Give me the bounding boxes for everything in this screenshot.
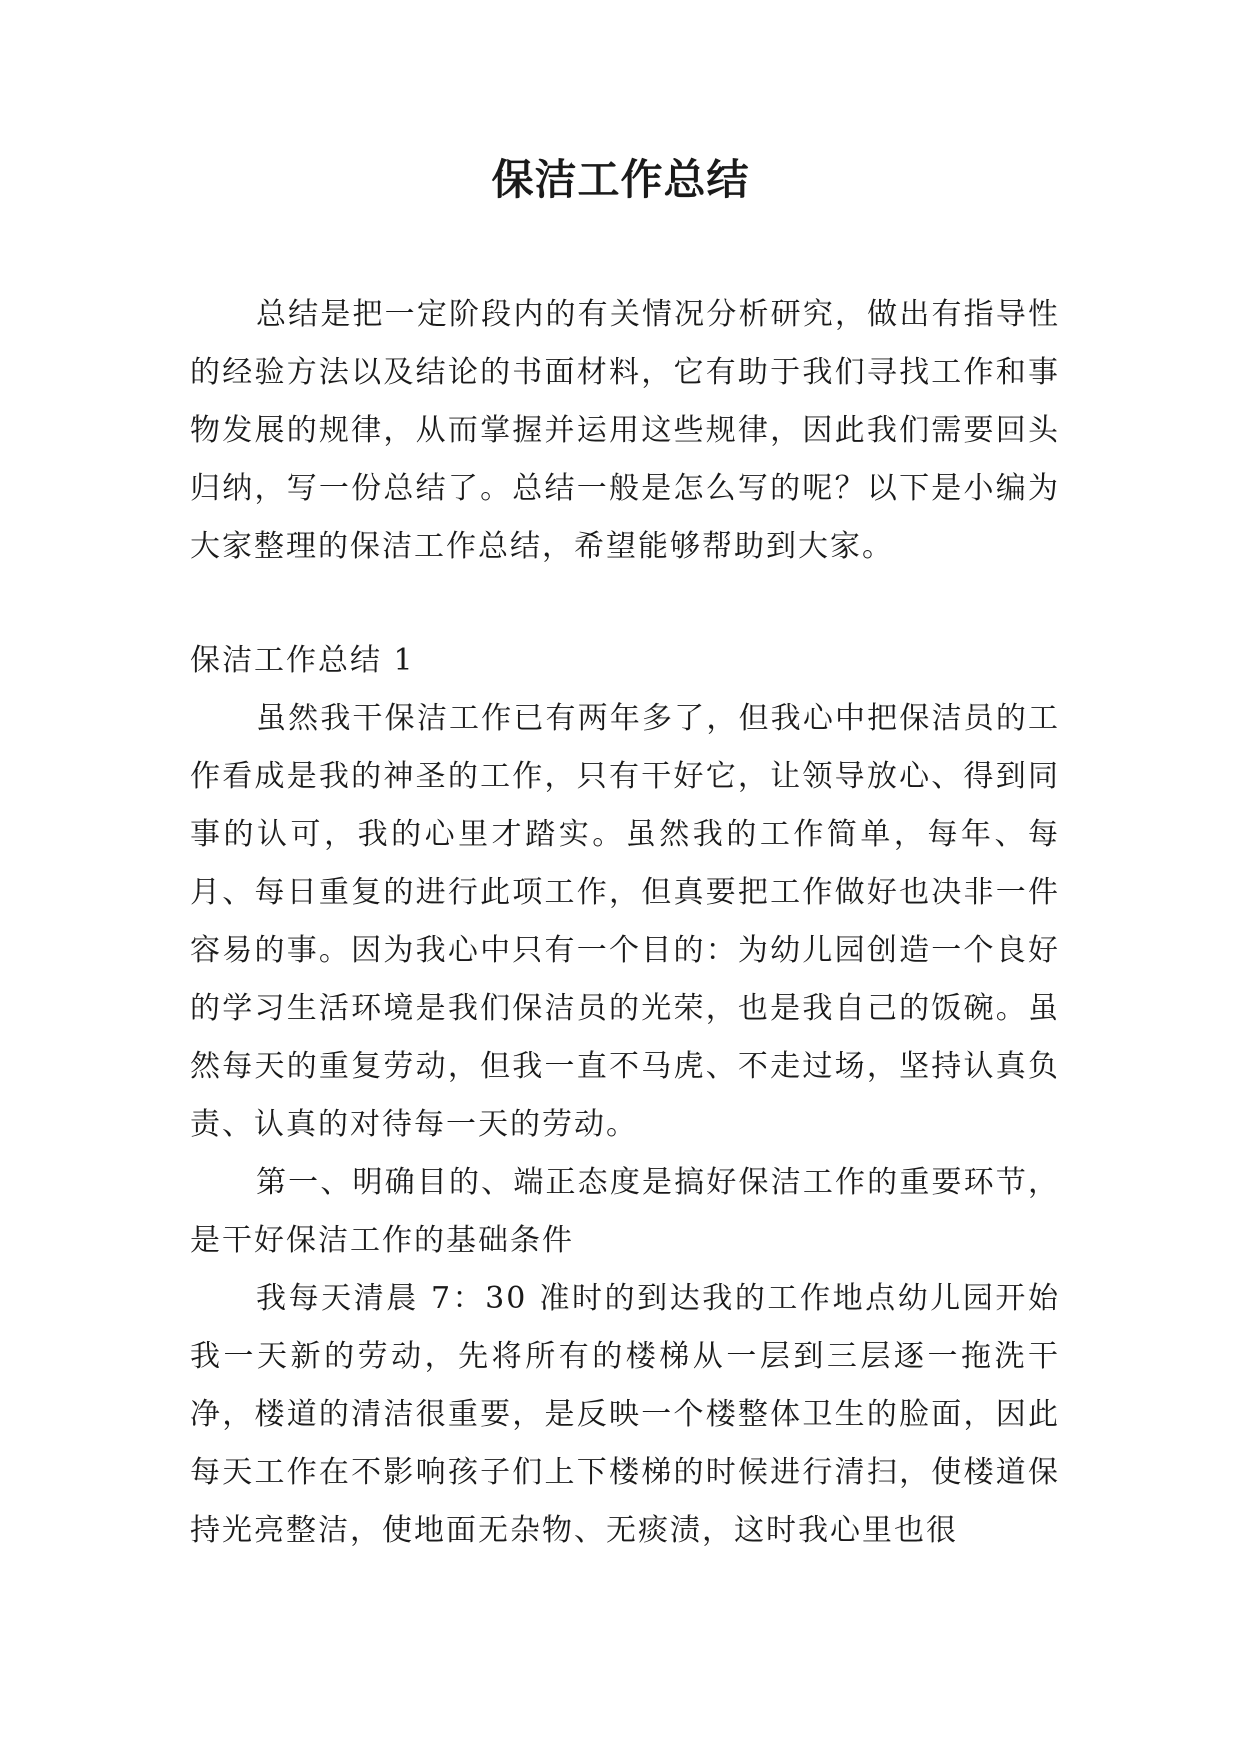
body-paragraph-2: 第一、明确目的、端正态度是搞好保洁工作的重要环节，是干好保洁工作的基础条件: [190, 1165, 1060, 1258]
body-paragraph-3: 我每天清晨 7：30 准时的到达我的工作地点幼儿园开始我一天新的劳动，先将所有的楼梯从一层到三层逐一拖洗干净，楼道的清洁很重要，是反映一个楼整体卫生的脸面，因此每天工作在不影响孩子们上下楼梯的时候进行清扫，使楼道保持光亮整洁，使地面无杂物、无痰渍，这时我心里也很: [190, 1281, 1060, 1548]
document-title: 保洁工作总结: [491, 155, 750, 204]
section-heading: 保洁工作总结 1: [190, 643, 415, 678]
intro-paragraph: 总结是把一定阶段内的有关情况分析研究，做出有指导性的经验方法以及结论的书面材料，它有助于我们寻找工作和事物发展的规律，从而掌握并运用这些规律，因此我们需要回头归纳，写一份总结了。总结一般是怎么写的呢？以下是小编为大家整理的保洁工作总结，希望能够帮助到大家。: [190, 297, 1060, 564]
body-paragraph-1: 虽然我干保洁工作已有两年多了，但我心中把保洁员的工作看成是我的神圣的工作，只有干好它，让领导放心、得到同事的认可，我的心里才踏实。虽然我的工作简单，每年、每月、每日重复的进行此项工作，但真要把工作做好也决非一件容易的事。因为我心中只有一个目的：为幼儿园创造一个良好的学习生活环境是我们保洁员的光荣，也是我自己的饭碗。虽然每天的重复劳动，但我一直不马虎、不走过场，坚持认真负责、认真的对待每一天的劳动。: [190, 701, 1060, 1142]
